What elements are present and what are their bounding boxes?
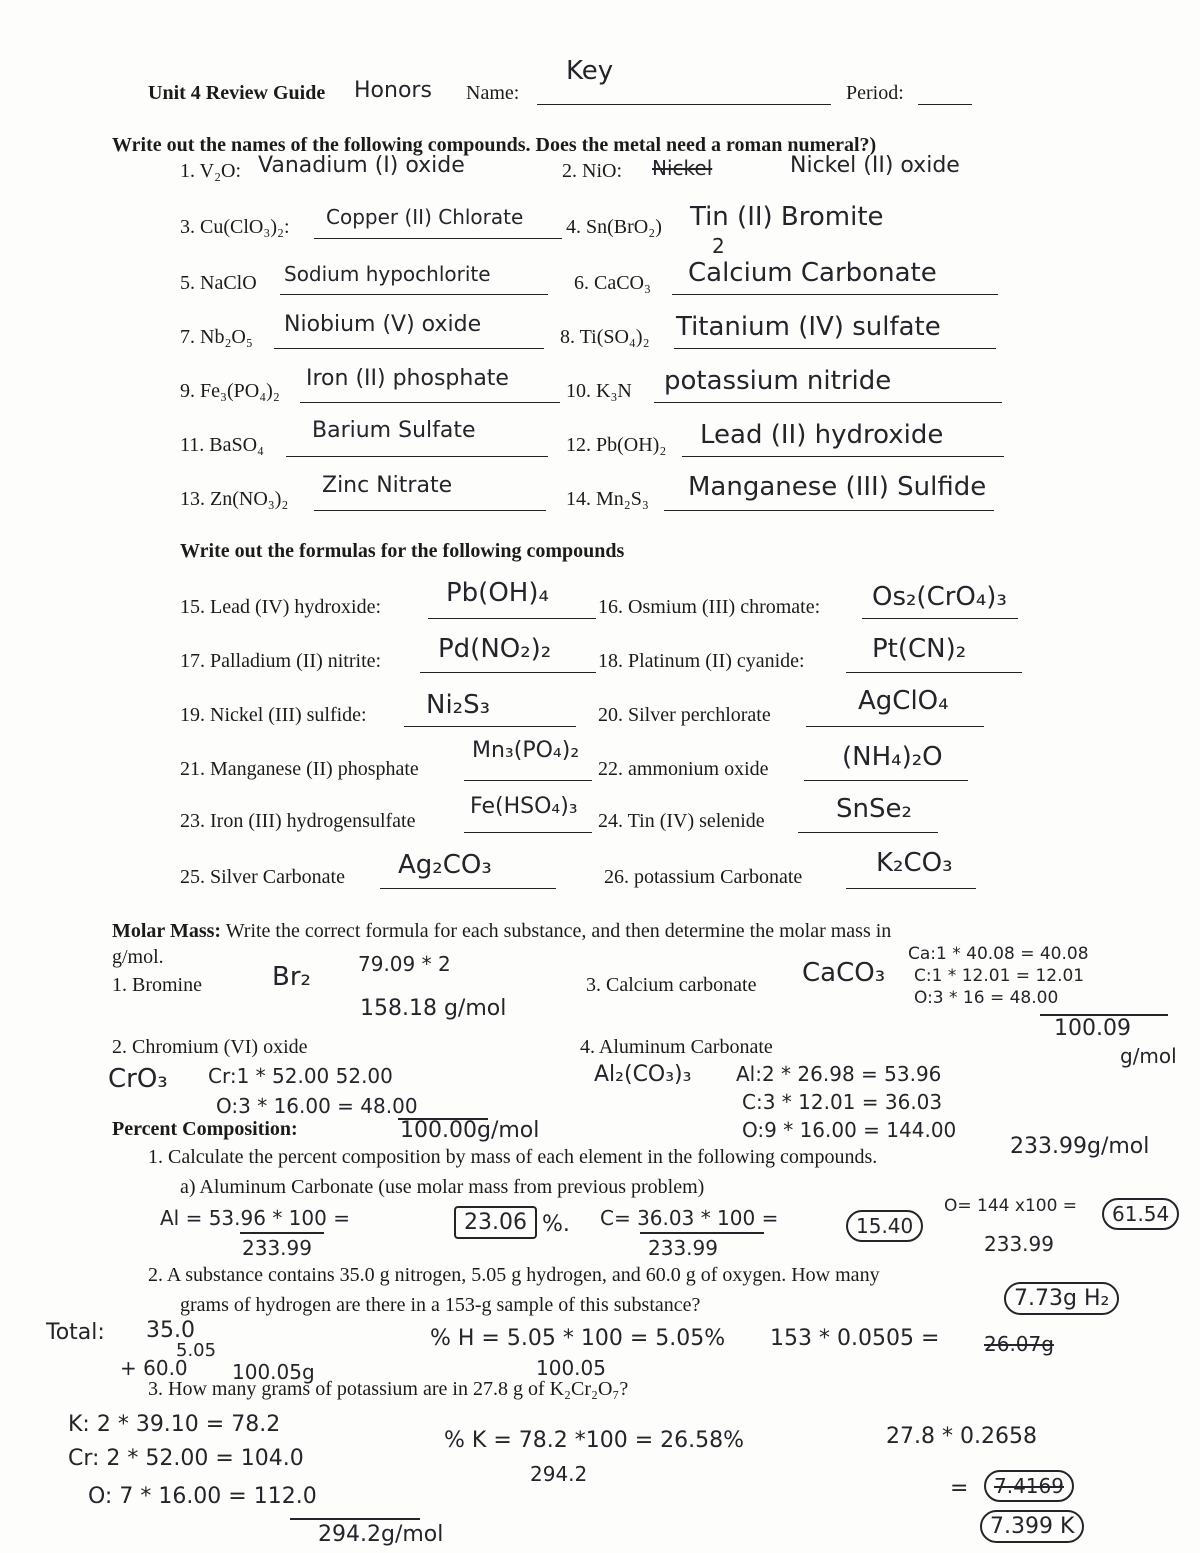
mm-q1-label: 1. Bromine: [112, 974, 202, 996]
mm-q3-work3: O:3 * 16 = 48.00: [914, 988, 1059, 1008]
pc-q2-t3: + 60.0: [120, 1356, 188, 1380]
q10-answer: potassium nitride: [664, 366, 892, 396]
mm-q2-formula: CrO₃: [108, 1064, 168, 1094]
q9-answer: Iron (II) phosphate: [306, 366, 509, 391]
q15-answer: Pb(OH)₄: [446, 578, 549, 608]
percent-comp-heading: Percent Composition:: [112, 1118, 298, 1140]
q6-label: 6. CaCO₃: [574, 272, 651, 294]
pc-q2-struck: 26.07g: [984, 1332, 1054, 1356]
q17-answer: Pd(NO₂)₂: [438, 634, 552, 664]
q18-answer: Pt(CN)₂: [872, 634, 967, 664]
pc-c-frac-bar: [640, 1232, 764, 1234]
q17-label: 17. Palladium (II) nitrite:: [180, 650, 382, 672]
mm-q2-total: 100.00g/mol: [400, 1118, 540, 1143]
q6-answer: Calcium Carbonate: [688, 258, 937, 288]
pc-c-answer: 15.40: [846, 1210, 923, 1242]
pc-q2-cont: grams of hydrogen are there in a 153-g sample of this substance?: [180, 1294, 701, 1316]
q10-label: 10. K₃N: [566, 380, 632, 402]
q20-answer: AgClO₄: [858, 686, 949, 716]
mm-q4-formula: Al₂(CO₃)₃: [594, 1062, 692, 1087]
q11-label: 11. BaSO₄: [180, 434, 265, 456]
pc-q2-total-label: Total:: [46, 1320, 105, 1345]
q20-label: 20. Silver perchlorate: [598, 704, 771, 726]
honors-handwritten: Honors: [354, 78, 432, 103]
pc-q3-pct-work: % K = 78.2 *100 = 26.58%: [444, 1428, 745, 1453]
mm-q1-formula: Br₂: [272, 962, 311, 992]
q4-answer: Tin (II) Bromite: [690, 202, 884, 232]
mm-q4-label: 4. Aluminum Carbonate: [580, 1036, 773, 1058]
q9-label: 9. Fe₃(PO₄)₂: [180, 380, 280, 402]
name-label: Name:: [466, 82, 520, 104]
molar-mass-heading: Molar Mass:: [112, 920, 222, 942]
q25-line: [380, 888, 556, 889]
mm-q3-label: 3. Calcium carbonate: [586, 974, 757, 996]
pc-q2-pct-denom: 100.05: [536, 1356, 606, 1380]
q19-answer: Ni₂S₃: [426, 690, 491, 720]
q19-line: [404, 726, 576, 727]
q13-line: [314, 510, 546, 511]
q16-answer: Os₂(CrO₄)₃: [872, 582, 1007, 612]
q11-line: [286, 456, 548, 457]
q15-line: [428, 618, 596, 619]
q5-label: 5. NaClO: [180, 272, 257, 294]
q14-line: [664, 510, 994, 511]
pc-q3-pct-denom: 294.2: [530, 1462, 588, 1486]
q21-line: [464, 780, 592, 781]
q12-line: [682, 456, 1004, 457]
q6-line: [672, 294, 998, 295]
q8-label: 8. Ti(SO₄)₂: [560, 326, 650, 348]
q3-answer: Copper (II) Chlorate: [326, 205, 524, 229]
molar-mass-instructions: [112, 920, 891, 943]
q22-label: 22. ammonium oxide: [598, 758, 769, 780]
q16-label: 16. Osmium (III) chromate:: [598, 596, 821, 618]
mm-q4-work1: Al:2 * 26.98 = 53.96: [736, 1062, 942, 1086]
q25-label: 25. Silver Carbonate: [180, 866, 345, 888]
pc-q3-ans-prefix: =: [950, 1476, 969, 1501]
q24-answer: SnSe₂: [836, 794, 912, 824]
q7-line: [274, 348, 544, 349]
q12-label: 12. Pb(OH)₂: [566, 434, 667, 456]
q21-answer: Mn₃(PO₄)₂: [472, 738, 580, 763]
q14-label: 14. Mn₂S₃: [566, 488, 649, 510]
mm-q1-work2: 158.18 g/mol: [360, 996, 507, 1021]
pc-al-answer: 23.06: [454, 1206, 537, 1239]
q2-struck: Nickel: [652, 156, 713, 180]
pc-o-answer: 61.54: [1102, 1198, 1179, 1230]
q3-label: 3. Cu(ClO₃)₂:: [180, 216, 290, 238]
q11-answer: Barium Sulfate: [312, 418, 476, 443]
pc-q2-t1: 35.0: [146, 1318, 195, 1343]
pc-q2-answer: 7.73g H₂: [1004, 1282, 1119, 1315]
q24-label: 24. Tin (IV) selenide: [598, 810, 765, 832]
period-line: [918, 104, 972, 105]
q12-answer: Lead (II) hydroxide: [700, 420, 944, 450]
molar-mass-text: Write the correct formula for each substance, and then determine the molar mass in: [221, 920, 892, 942]
mm-q2-work1: Cr:1 * 52.00 52.00: [208, 1064, 393, 1088]
pc-al-work: Al = 53.96 * 100 =: [160, 1206, 350, 1230]
q7-answer: Niobium (V) oxide: [284, 312, 482, 337]
page-title: Unit 4 Review Guide: [148, 82, 326, 104]
q21-label: 21. Manganese (II) phosphate: [180, 758, 419, 780]
pc-q3-struck: 7.4169: [984, 1470, 1074, 1502]
q8-line: [674, 348, 996, 349]
pc-q3-k: K: 2 * 39.10 = 78.2: [68, 1412, 281, 1437]
pc-o-denom: 233.99: [984, 1232, 1054, 1256]
q23-label: 23. Iron (III) hydrogensulfate: [180, 810, 416, 832]
pc-o-work: O= 144 x100 =: [944, 1196, 1078, 1216]
formulas-instructions: Write out the formulas for the following compounds: [180, 540, 625, 562]
mm-q2-label: 2. Chromium (VI) oxide: [112, 1036, 308, 1058]
name-line: [537, 104, 831, 105]
pc-c-denom: 233.99: [648, 1236, 718, 1260]
q4-label: 4. Sn(BrO₂): [566, 216, 662, 238]
q22-line: [804, 780, 968, 781]
q19-label: 19. Nickel (III) sulfide:: [180, 704, 367, 726]
mm-q3-unit: g/mol: [1120, 1044, 1177, 1068]
pc-al-pct: %.: [542, 1212, 570, 1237]
pc-q1: 1. Calculate the percent composition by mass of each element in the following compounds.: [148, 1146, 878, 1168]
q4-note: 2: [712, 234, 725, 258]
q23-answer: Fe(HSO₄)₃: [470, 794, 578, 819]
pc-q3-answer: 7.399 K: [980, 1510, 1084, 1543]
q14-answer: Manganese (III) Sulfide: [688, 472, 987, 502]
q16-line: [862, 618, 1018, 619]
q18-label: 18. Platinum (II) cyanide:: [598, 650, 805, 672]
q20-line: [806, 726, 984, 727]
q5-line: [280, 294, 548, 295]
mm-q3-work2: C:1 * 12.01 = 12.01: [914, 966, 1085, 986]
q17-line: [420, 672, 596, 673]
pc-q2-sum: 100.05g: [232, 1360, 315, 1384]
pc-al-frac-bar: [240, 1232, 324, 1234]
q3-line: [314, 238, 562, 239]
pc-q2-t2: 5.05: [176, 1340, 217, 1361]
pc-c-work: C= 36.03 * 100 =: [600, 1206, 779, 1230]
mm-q2-work2: O:3 * 16.00 = 48.00: [216, 1094, 418, 1118]
q22-answer: (NH₄)₂O: [842, 742, 943, 772]
q8-answer: Titanium (IV) sulfate: [676, 312, 941, 342]
pc-q3: 3. How many grams of potassium are in 27.8 g of K₂Cr₂O₇?: [148, 1378, 629, 1400]
q2-label: 2. NiO:: [562, 160, 622, 182]
pc-al-denom: 233.99: [242, 1236, 312, 1260]
name-answer: Key: [566, 56, 614, 86]
q24-line: [798, 832, 938, 833]
q15-label: 15. Lead (IV) hydroxide:: [180, 596, 382, 618]
q26-answer: K₂CO₃: [876, 848, 953, 878]
pc-q3-o: O: 7 * 16.00 = 112.0: [88, 1484, 317, 1509]
mm-q4-work2: C:3 * 12.01 = 36.03: [742, 1090, 943, 1114]
pc-q2-pct-work: % H = 5.05 * 100 = 5.05%: [430, 1326, 726, 1351]
q1-label: 1. V₂O:: [180, 160, 242, 182]
pc-q2-calc: 153 * 0.0505 =: [770, 1326, 940, 1351]
pc-q3-cr: Cr: 2 * 52.00 = 104.0: [68, 1446, 304, 1471]
q18-line: [846, 672, 1022, 673]
mm-q4-total: 233.99g/mol: [1010, 1134, 1150, 1159]
q13-answer: Zinc Nitrate: [322, 473, 453, 498]
pc-q3-sum-bar: [290, 1518, 420, 1520]
q26-label: 26. potassium Carbonate: [604, 866, 803, 888]
period-label: Period:: [846, 82, 904, 104]
q9-line: [300, 402, 560, 403]
pc-q3-total: 294.2g/mol: [318, 1522, 444, 1547]
mm-q4-work3: O:9 * 16.00 = 144.00: [742, 1118, 957, 1142]
names-instructions: Write out the names of the following compounds. Does the metal need a roman numeral?): [112, 134, 877, 156]
molar-mass-units: g/mol.: [112, 946, 164, 968]
q23-line: [464, 832, 592, 833]
mm-q3-total: 100.09: [1054, 1016, 1131, 1041]
q5-answer: Sodium hypochlorite: [284, 262, 491, 286]
q26-line: [846, 888, 976, 889]
q13-label: 13. Zn(NO₃)₂: [180, 488, 289, 510]
q1-answer: Vanadium (I) oxide: [258, 153, 465, 178]
mm-q1-work1: 79.09 * 2: [358, 952, 451, 976]
q25-answer: Ag₂CO₃: [398, 850, 492, 880]
pc-q3-calc: 27.8 * 0.2658: [886, 1424, 1037, 1449]
mm-q3-work1: Ca:1 * 40.08 = 40.08: [908, 944, 1089, 964]
q10-line: [654, 402, 1002, 403]
pc-q1a: a) Aluminum Carbonate (use molar mass from previous problem): [180, 1176, 705, 1198]
q7-label: 7. Nb₂O₅: [180, 326, 253, 348]
q2-answer: Nickel (II) oxide: [790, 153, 960, 178]
mm-q3-formula: CaCO₃: [802, 958, 886, 988]
pc-q2: 2. A substance contains 35.0 g nitrogen, 5.05 g hydrogen, and 60.0 g of oxygen. How many: [148, 1264, 880, 1286]
